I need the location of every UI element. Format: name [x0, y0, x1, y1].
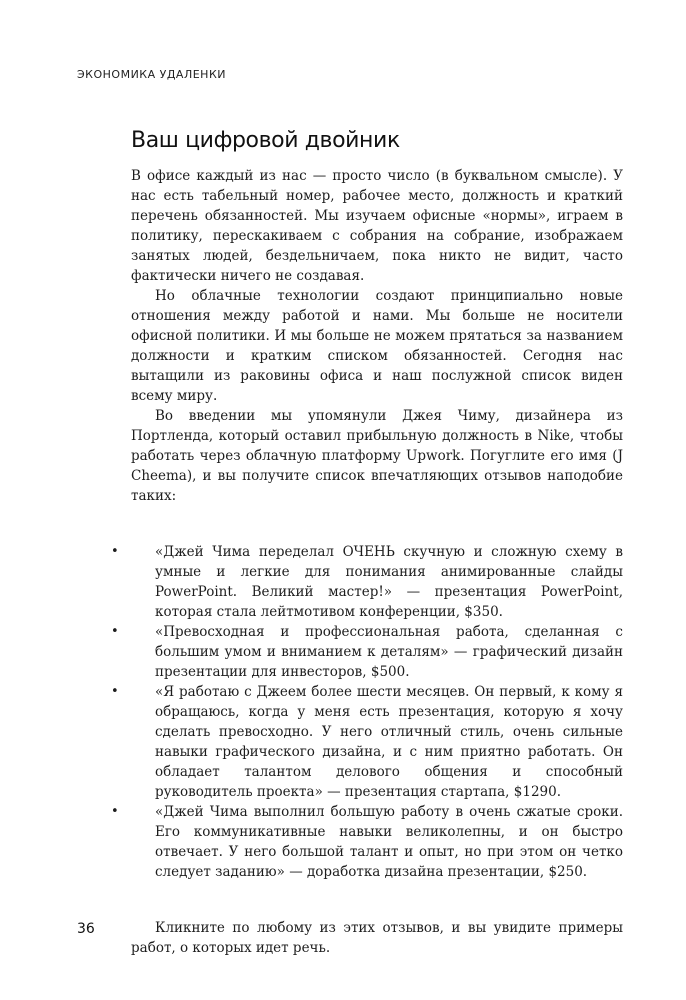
- running-head: ЭКОНОМИКА УДАЛЕНКИ: [77, 68, 226, 81]
- testimonial-text: «Джей Чима выполнил большую работу в очень сжатые сроки. Его коммуникативные навыки великолепны, и он быстро отвечает. У него большой талант и опыт, но при этом он четко следует заданию» — доработка дизайна презентации, $250.: [155, 804, 623, 880]
- bullet-icon: •: [111, 684, 119, 699]
- paragraph-closing: Кликните по любому из этих отзывов, и вы увидите примеры работ, о которых идет речь.: [131, 920, 623, 956]
- paragraph-jay-cheema: Во введении мы упомянули Джея Чиму, дизайнера из Портленда, который оставил прибыльную должность в Nike, чтобы работать через облачную платформу Upwork. Погуглите его имя (J Cheema), и вы получите список впечатляющих отзывов наподобие таких:: [131, 408, 623, 504]
- bullet-icon: •: [111, 624, 119, 639]
- page-number: 36: [77, 921, 95, 937]
- bullet-icon: •: [111, 544, 119, 559]
- testimonial-text: «Я работаю с Джеем более шести месяцев. Он первый, к кому я обращаюсь, когда у меня есть презентация, которую я хочу сделать превосходно. У него отличный стиль, очень сильные навыки графического дизайна, и с ним приятно работать. Он обладает талантом делового общения и способный руководитель проекта» — презентация стартапа, $1290.: [155, 684, 623, 800]
- testimonial-item: [111, 682, 623, 802]
- page-body: [111, 128, 623, 958]
- bullet-icon: •: [111, 804, 119, 819]
- section-title: Ваш цифровой двойник: [131, 128, 400, 153]
- testimonial-item: [111, 542, 623, 622]
- testimonials-list: [111, 542, 623, 882]
- testimonial-text: «Превосходная и профессиональная работа, сделанная с большим умом и вниманием к деталям» — графический дизайн презентации для инвесторов, $500.: [155, 624, 623, 680]
- paragraph-cloud: Но облачные технологии создают принципиально новые отношения между работой и нами. Мы больше не носители офисной политики. И мы больше не можем прятаться за названием должности и кратким списком обязанностей. Сегодня нас вытащили из раковины офиса и наш послужной список виден всему миру.: [131, 288, 623, 404]
- testimonial-item: [111, 622, 623, 682]
- testimonial-text: «Джей Чима переделал ОЧЕНЬ скучную и сложную схему в умные и легкие для понимания анимированные слайды PowerPoint. Великий мастер!» — презентация PowerPoint, которая стала лейтмотивом конференции, $350.: [155, 544, 623, 620]
- paragraph-intro: В офисе каждый из нас — просто число (в буквальном смысле). У нас есть табельный номер, рабочее место, должность и краткий перечень обязанностей. Мы изучаем офисные «нормы», играем в политику, перескакиваем с собрания на собрание, изображаем занятых людей, бездельничаем, пока никто не видит, часто фактически ничего не создавая.: [131, 168, 623, 284]
- testimonial-item: [111, 802, 623, 882]
